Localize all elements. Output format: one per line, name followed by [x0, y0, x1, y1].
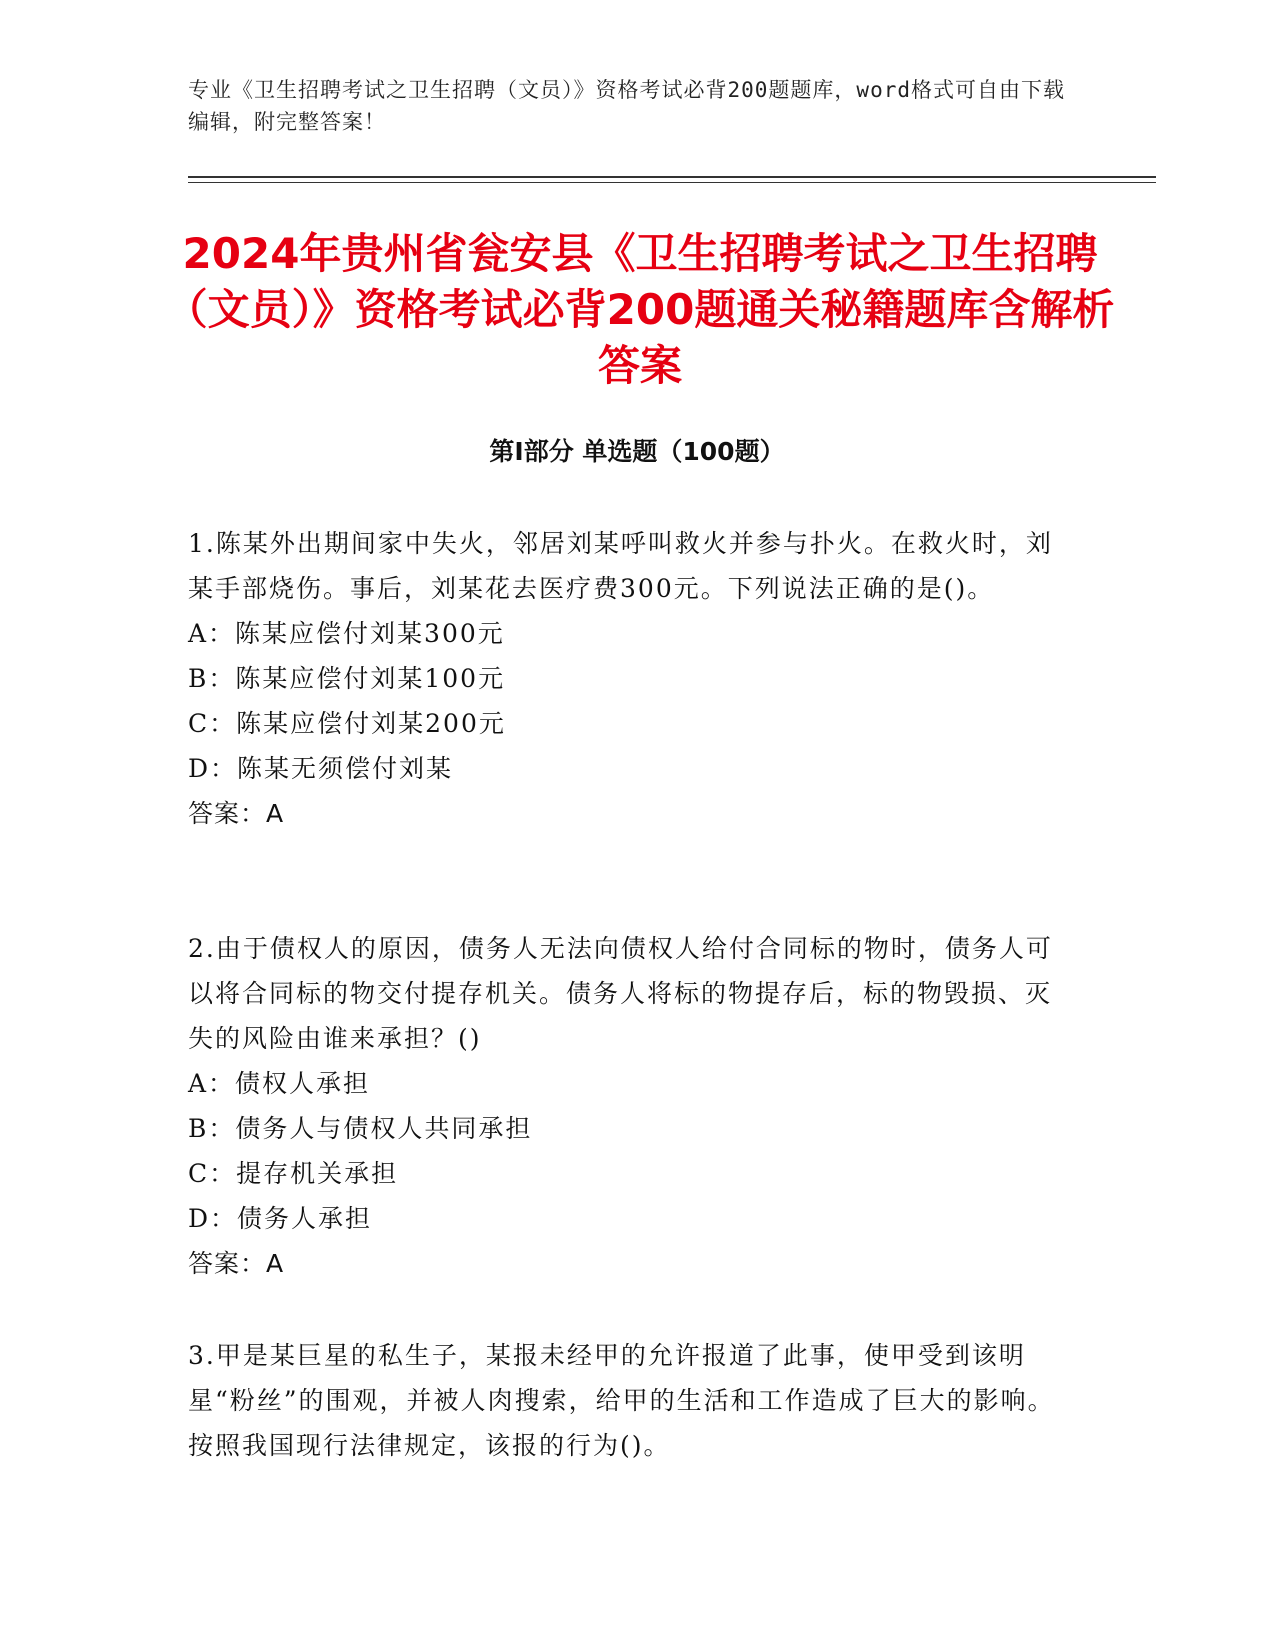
header-divider-thin: [188, 182, 1156, 183]
question-stem: 3.甲是某巨星的私生子，某报未经甲的允许报道了此事，使甲受到该明星“粉丝”的围观，并被人肉搜索，给甲的生活和工作造成了巨大的影响。按照我国现行法律规定，该报的行为()。: [188, 1341, 1055, 1460]
option-a: A：陈某应偿付刘某300元: [188, 619, 505, 648]
option-d: D：债务人承担: [188, 1204, 373, 1233]
option-c: C：陈某应偿付刘某200元: [188, 709, 506, 738]
question-block: [188, 521, 1068, 836]
option-b: B：债务人与债权人共同承担: [188, 1114, 533, 1143]
option-d: D：陈某无须偿付刘某: [188, 754, 454, 783]
answer-line: 答案：A: [188, 799, 285, 828]
question-block: [188, 1333, 1068, 1468]
header-divider-thick: [188, 176, 1156, 178]
question-stem: 2.由于债权人的原因，债务人无法向债权人给付合同标的物时，债务人可以将合同标的物交付提存机关。债务人将标的物提存后，标的物毁损、灭失的风险由谁来承担？(): [188, 934, 1053, 1053]
header-note: 专业《卫生招聘考试之卫生招聘（文员）》资格考试必背200题题库，word格式可自由下载编辑，附完整答案！: [188, 78, 1065, 134]
option-a: A：债权人承担: [188, 1069, 371, 1098]
option-b: B：陈某应偿付刘某100元: [188, 664, 506, 693]
option-c: C：提存机关承担: [188, 1159, 399, 1188]
answer-line: 答案：A: [188, 1249, 285, 1278]
question-stem: 1.陈某外出期间家中失火，邻居刘某呼叫救火并参与扑火。在救火时，刘某手部烧伤。事后，刘某花去医疗费300元。下列说法正确的是()。: [188, 529, 1053, 603]
document-title: 2024年贵州省瓮安县《卫生招聘考试之卫生招聘（文员）》资格考试必背200题通关秘籍题库含解析答案: [165, 229, 1115, 390]
question-block: [188, 926, 1068, 1286]
section-title: 第I部分 单选题（100题）: [489, 437, 785, 466]
